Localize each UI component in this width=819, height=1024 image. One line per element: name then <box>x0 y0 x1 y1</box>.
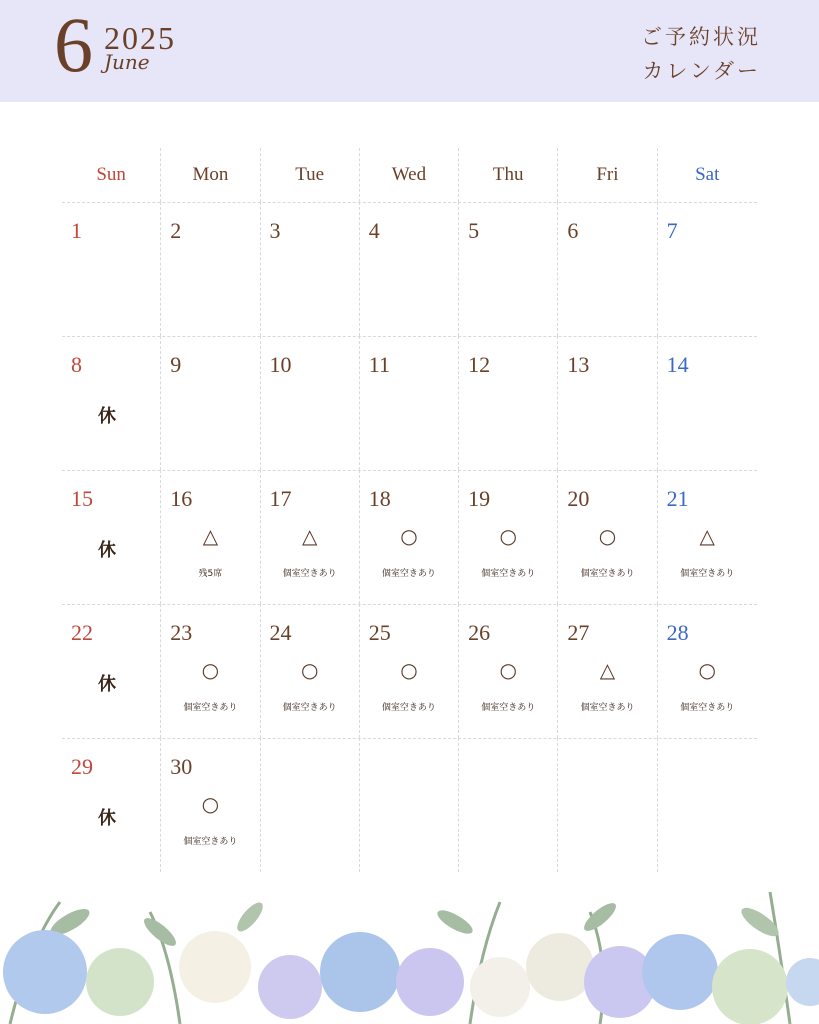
day-number: 13 <box>567 352 590 377</box>
closed-label: 休 <box>98 674 116 695</box>
week-row <box>62 604 757 739</box>
availability-note: 個室空きあり <box>183 837 238 847</box>
availability-note: 個室空きあり <box>282 703 337 713</box>
day-number: 29 <box>71 754 93 779</box>
availability-mark: △ <box>301 524 318 548</box>
day-cell[interactable] <box>161 470 260 604</box>
day-cell[interactable] <box>360 604 459 738</box>
closed-label: 休 <box>98 540 116 561</box>
availability-note: 個室空きあり <box>381 703 436 713</box>
day-number: 2 <box>170 218 182 243</box>
month-name: June <box>104 50 150 74</box>
weekday-header-row <box>62 148 757 203</box>
day-cell[interactable] <box>558 470 657 604</box>
day-cell[interactable] <box>558 336 657 470</box>
day-number: 21 <box>666 486 689 511</box>
availability-note: 個室空きあり <box>680 569 735 579</box>
day-number: 15 <box>71 486 93 511</box>
weekday-sun: Sun <box>96 164 126 185</box>
day-cell <box>459 738 558 872</box>
availability-note: 残5席 <box>198 569 223 579</box>
availability-mark: △ <box>599 658 616 682</box>
year-label: 2025 <box>104 20 176 56</box>
availability-mark: ○ <box>201 658 220 682</box>
day-cell[interactable] <box>62 336 161 470</box>
day-number: 25 <box>368 620 391 645</box>
day-number: 9 <box>170 352 182 377</box>
day-number: 24 <box>269 620 292 645</box>
day-number: 26 <box>468 620 491 645</box>
day-number: 7 <box>666 218 678 243</box>
day-cell[interactable] <box>62 470 161 604</box>
day-cell[interactable] <box>261 336 360 470</box>
availability-note: 個室空きあり <box>381 569 436 579</box>
day-cell[interactable] <box>360 202 459 336</box>
availability-note: 個室空きあり <box>481 703 536 713</box>
availability-note: 個室空きあり <box>481 569 536 579</box>
day-cell[interactable] <box>658 336 757 470</box>
day-cell[interactable] <box>658 202 757 336</box>
day-number: 27 <box>567 620 590 645</box>
availability-mark: ○ <box>201 792 220 816</box>
availability-mark: △ <box>699 524 715 548</box>
day-number: 18 <box>368 486 391 511</box>
title-line-2: カレンダー <box>642 59 761 83</box>
title-line-1: ご予約状況 <box>641 25 761 49</box>
day-number: 16 <box>170 486 193 511</box>
availability-note: 個室空きあり <box>183 703 238 713</box>
day-cell[interactable] <box>558 202 657 336</box>
availability-mark: ○ <box>400 524 418 548</box>
day-cell[interactable] <box>459 470 558 604</box>
day-number: 3 <box>269 218 281 243</box>
month-number: 6 <box>54 1 93 88</box>
closed-label: 休 <box>98 808 116 829</box>
closed-label: 休 <box>98 406 116 427</box>
day-cell[interactable] <box>161 202 260 336</box>
day-cell[interactable] <box>360 336 459 470</box>
day-number: 12 <box>468 352 491 377</box>
day-cell[interactable] <box>459 336 558 470</box>
day-number: 28 <box>666 620 689 645</box>
calendar-title <box>641 20 761 88</box>
day-cell[interactable] <box>360 470 459 604</box>
day-cell[interactable] <box>261 470 360 604</box>
day-number: 5 <box>468 218 480 243</box>
weekday-sat: Sat <box>695 164 720 185</box>
hydrangea-floral-border <box>0 862 819 1024</box>
day-number: 30 <box>170 754 193 779</box>
day-cell <box>360 738 459 872</box>
weekday-thu: Thu <box>492 164 524 185</box>
day-number: 10 <box>269 352 292 377</box>
day-cell[interactable] <box>658 604 757 738</box>
week-row <box>62 336 757 471</box>
availability-note: 個室空きあり <box>580 569 635 579</box>
week-row <box>62 738 757 872</box>
weekday-tue: Tue <box>295 164 325 185</box>
day-number: 1 <box>71 218 82 243</box>
day-number: 17 <box>269 486 292 511</box>
day-cell[interactable] <box>261 202 360 336</box>
availability-mark: ○ <box>499 658 517 682</box>
day-number: 4 <box>368 218 380 243</box>
week-row <box>62 202 757 337</box>
day-cell[interactable] <box>261 604 360 738</box>
day-number: 20 <box>567 486 590 511</box>
calendar-grid <box>62 148 757 874</box>
day-cell[interactable] <box>658 470 757 604</box>
day-cell[interactable] <box>62 738 161 872</box>
day-cell[interactable] <box>62 202 161 336</box>
weekday-fri: Fri <box>596 164 619 185</box>
availability-mark: ○ <box>598 524 617 548</box>
day-cell[interactable] <box>161 604 260 738</box>
week-row <box>62 470 757 605</box>
day-cell[interactable] <box>558 604 657 738</box>
availability-mark: ○ <box>300 658 319 682</box>
day-cell <box>658 738 757 872</box>
day-cell[interactable] <box>62 604 161 738</box>
availability-mark: △ <box>202 524 219 548</box>
day-number: 22 <box>71 620 93 645</box>
availability-mark: ○ <box>698 658 716 682</box>
day-number: 6 <box>567 218 579 243</box>
availability-mark: ○ <box>400 658 418 682</box>
weekday-mon: Mon <box>192 164 229 185</box>
day-number: 11 <box>368 352 390 377</box>
header-banner <box>0 0 819 102</box>
day-cell[interactable] <box>161 738 260 872</box>
availability-note: 個室空きあり <box>580 703 635 713</box>
day-number: 19 <box>468 486 491 511</box>
day-number: 14 <box>666 352 689 377</box>
day-cell <box>261 738 360 872</box>
weekday-wed: Wed <box>391 164 427 185</box>
day-number: 8 <box>71 352 82 377</box>
availability-note: 個室空きあり <box>282 569 337 579</box>
day-cell <box>558 738 657 872</box>
day-cell[interactable] <box>459 604 558 738</box>
day-cell[interactable] <box>459 202 558 336</box>
day-number: 23 <box>170 620 193 645</box>
availability-mark: ○ <box>499 524 517 548</box>
availability-note: 個室空きあり <box>680 703 735 713</box>
day-cell[interactable] <box>161 336 260 470</box>
